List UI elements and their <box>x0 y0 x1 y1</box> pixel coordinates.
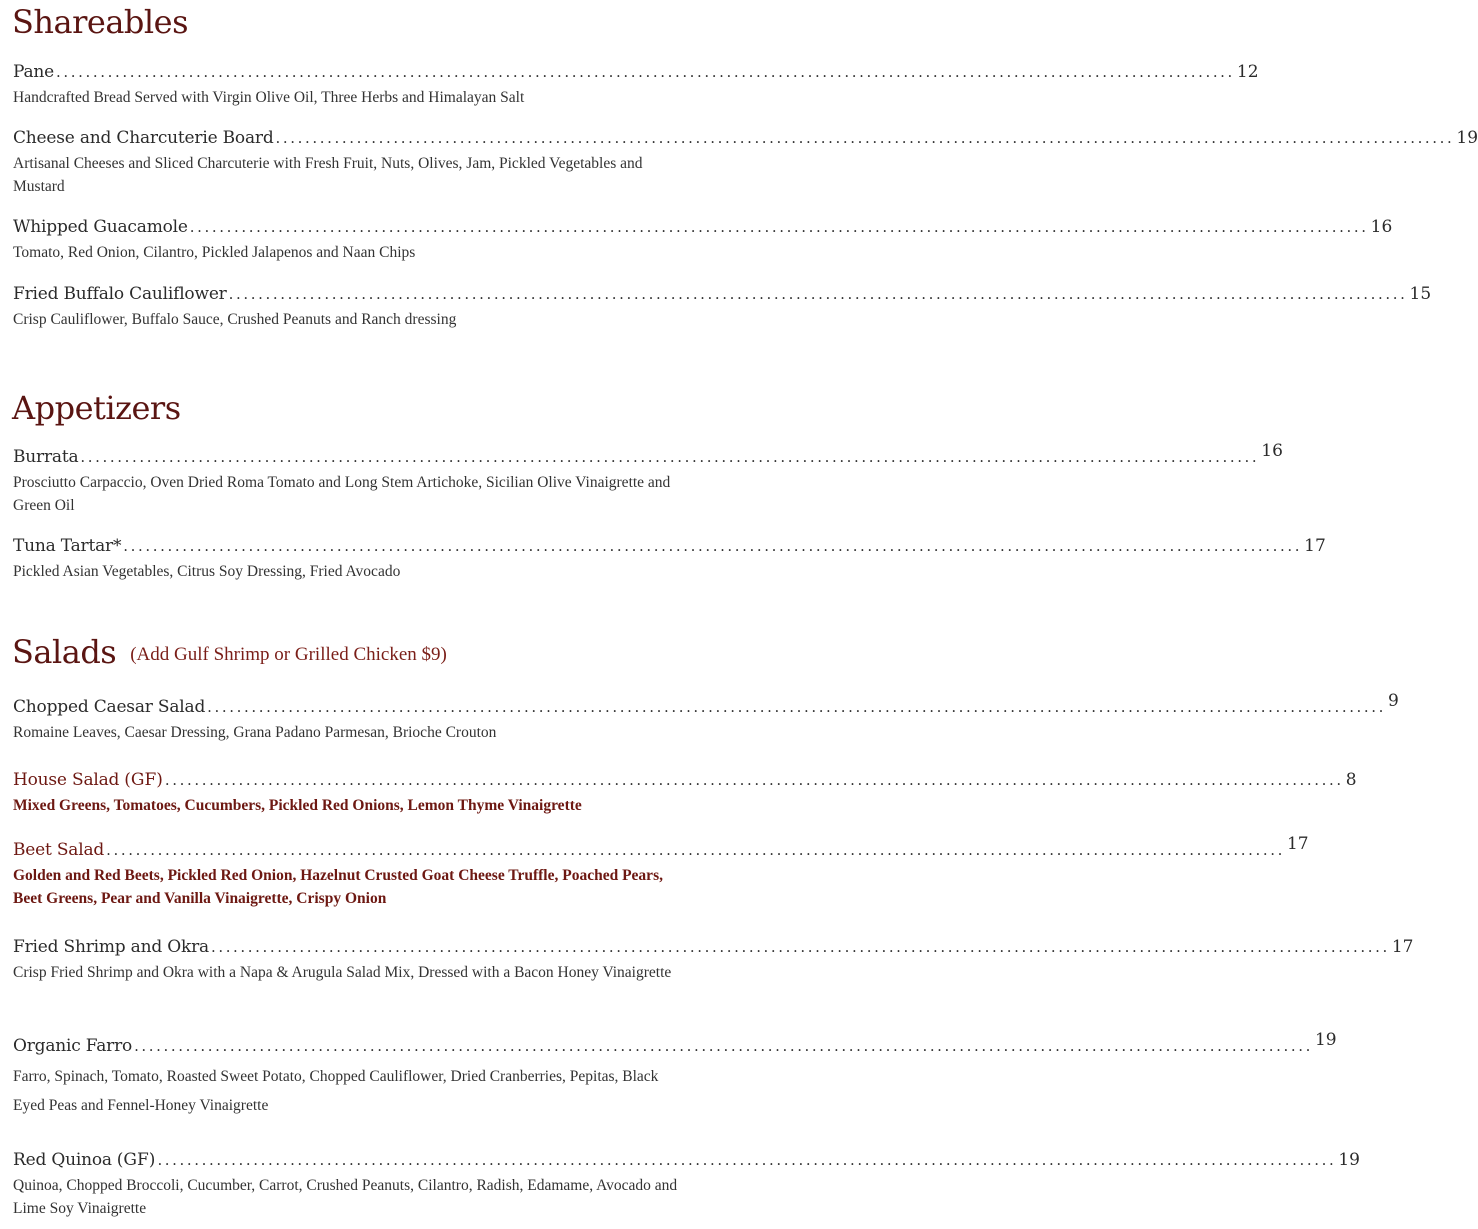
leader-dots: ................................................................................................................................................................ <box>56 63 1235 81</box>
menu-item <box>13 441 1283 517</box>
section-title-shareables: Shareables <box>12 3 188 41</box>
item-description: Mixed Greens, Tomatoes, Cucumbers, Pickled Red Onions, Lemon Thyme Vinaigrette <box>13 797 582 814</box>
item-price: 17 <box>1286 834 1309 854</box>
menu-item <box>13 937 1414 984</box>
section-title-appetizers: Appetizers <box>12 389 181 427</box>
item-price: 15 <box>1409 284 1432 304</box>
item-name: House Salad <box>13 770 120 790</box>
leader-dots: ................................................................................................................................................................ <box>164 771 1344 789</box>
leader-dots: ................................................................................................................................................................ <box>275 129 1455 147</box>
item-description: Prosciutto Carpaccio, Oven Dried Roma Tomato and Long Stem Artichoke, Sicilian Olive Vinaigrette and Green Oil <box>13 474 671 514</box>
leader-dots: ................................................................................................................................................................ <box>228 285 1408 303</box>
item-description: Handcrafted Bread Served with Virgin Olive Oil, Three Herbs and Himalayan Salt <box>13 89 525 106</box>
item-name: Fried Buffalo Cauliflower <box>13 284 227 304</box>
item-price: 9 <box>1388 691 1399 711</box>
item-price: 12 <box>1236 62 1259 82</box>
leader-dots: ................................................................................................................................................................ <box>80 448 1260 466</box>
item-price: 19 <box>1314 1030 1337 1050</box>
menu-item <box>13 536 1326 583</box>
item-name: Chopped Caesar Salad <box>13 697 206 717</box>
menu-item <box>13 691 1399 744</box>
item-name: Whipped Guacamole <box>13 217 188 237</box>
section-title-salads <box>12 634 447 673</box>
item-name: Red Quinoa <box>13 1150 112 1170</box>
section-title-text: Salads <box>12 633 117 671</box>
item-price: 16 <box>1370 217 1393 237</box>
leader-dots: ................................................................................................................................................................ <box>210 938 1390 956</box>
leader-dots: ................................................................................................................................................................ <box>207 698 1387 716</box>
menu-item <box>13 217 1393 264</box>
leader-dots: ................................................................................................................................................................ <box>106 841 1285 859</box>
leader-dots: ................................................................................................................................................................ <box>189 218 1369 236</box>
item-price: 17 <box>1391 937 1414 957</box>
menu-item <box>13 1030 1337 1120</box>
item-price: 8 <box>1345 770 1357 790</box>
item-price: 19 <box>1338 1150 1360 1170</box>
leader-dots: ................................................................................................................................................................ <box>157 1151 1337 1169</box>
item-name: Cheese and Charcuterie Board <box>13 128 274 148</box>
item-name: Burrata <box>13 447 79 467</box>
menu-item <box>13 62 1259 109</box>
item-price: 16 <box>1261 441 1283 461</box>
item-description: Crisp Fried Shrimp and Okra with a Napa & Arugula Salad Mix, Dressed with a Bacon Honey Vinaigrette <box>13 964 672 981</box>
item-description: Quinoa, Chopped Broccoli, Cucumber, Carrot, Crushed Peanuts, Cilantro, Radish, Edamame, Avocado and Lime Soy Vinaigrette <box>13 1177 678 1217</box>
gluten-free-tag: (GF) <box>124 770 163 790</box>
item-price: 19 <box>1456 128 1478 148</box>
menu-item-highlighted <box>13 834 1309 910</box>
item-description: Pickled Asian Vegetables, Citrus Soy Dressing, Fried Avocado <box>13 563 401 580</box>
gluten-free-tag: (GF) <box>116 1150 156 1170</box>
menu-item <box>13 128 1478 198</box>
item-name: Pane <box>13 62 55 82</box>
leader-dots: ................................................................................................................................................................ <box>123 537 1303 555</box>
item-description: Farro, Spinach, Tomato, Roasted Sweet Potato, Chopped Cauliflower, Dried Cranberries, Pepitas, Black Eyed Peas and Fennel-Honey Vinaigrette <box>13 1068 659 1114</box>
item-description: Romaine Leaves, Caesar Dressing, Grana Padano Parmesan, Brioche Crouton <box>13 724 497 741</box>
item-description: Tomato, Red Onion, Cilantro, Pickled Jalapenos and Naan Chips <box>13 244 416 261</box>
item-price: 17 <box>1304 536 1326 556</box>
menu-item <box>13 284 1432 331</box>
menu-item-highlighted <box>13 770 1357 817</box>
item-name: Beet Salad <box>13 840 105 860</box>
item-description: Golden and Red Beets, Pickled Red Onion, Hazelnut Crusted Goat Cheese Truffle, Poached Pears, Beet Greens, Pear and Vanilla Vinaigrette, Crispy Onion <box>13 867 663 907</box>
leader-dots: ................................................................................................................................................................ <box>134 1037 1313 1055</box>
menu-item <box>13 1150 1360 1220</box>
item-description: Crisp Cauliflower, Buffalo Sauce, Crushed Peanuts and Ranch dressing <box>13 311 457 328</box>
item-description: Artisanal Cheeses and Sliced Charcuterie with Fresh Fruit, Nuts, Olives, Jam, Pickled Vegetables and Mustard <box>13 155 643 195</box>
item-name: Fried Shrimp and Okra <box>13 937 209 957</box>
item-name: Organic Farro <box>13 1036 133 1056</box>
item-name: Tuna Tartar* <box>13 536 122 556</box>
section-note: (Add Gulf Shrimp or Grilled Chicken $9) <box>130 644 447 665</box>
